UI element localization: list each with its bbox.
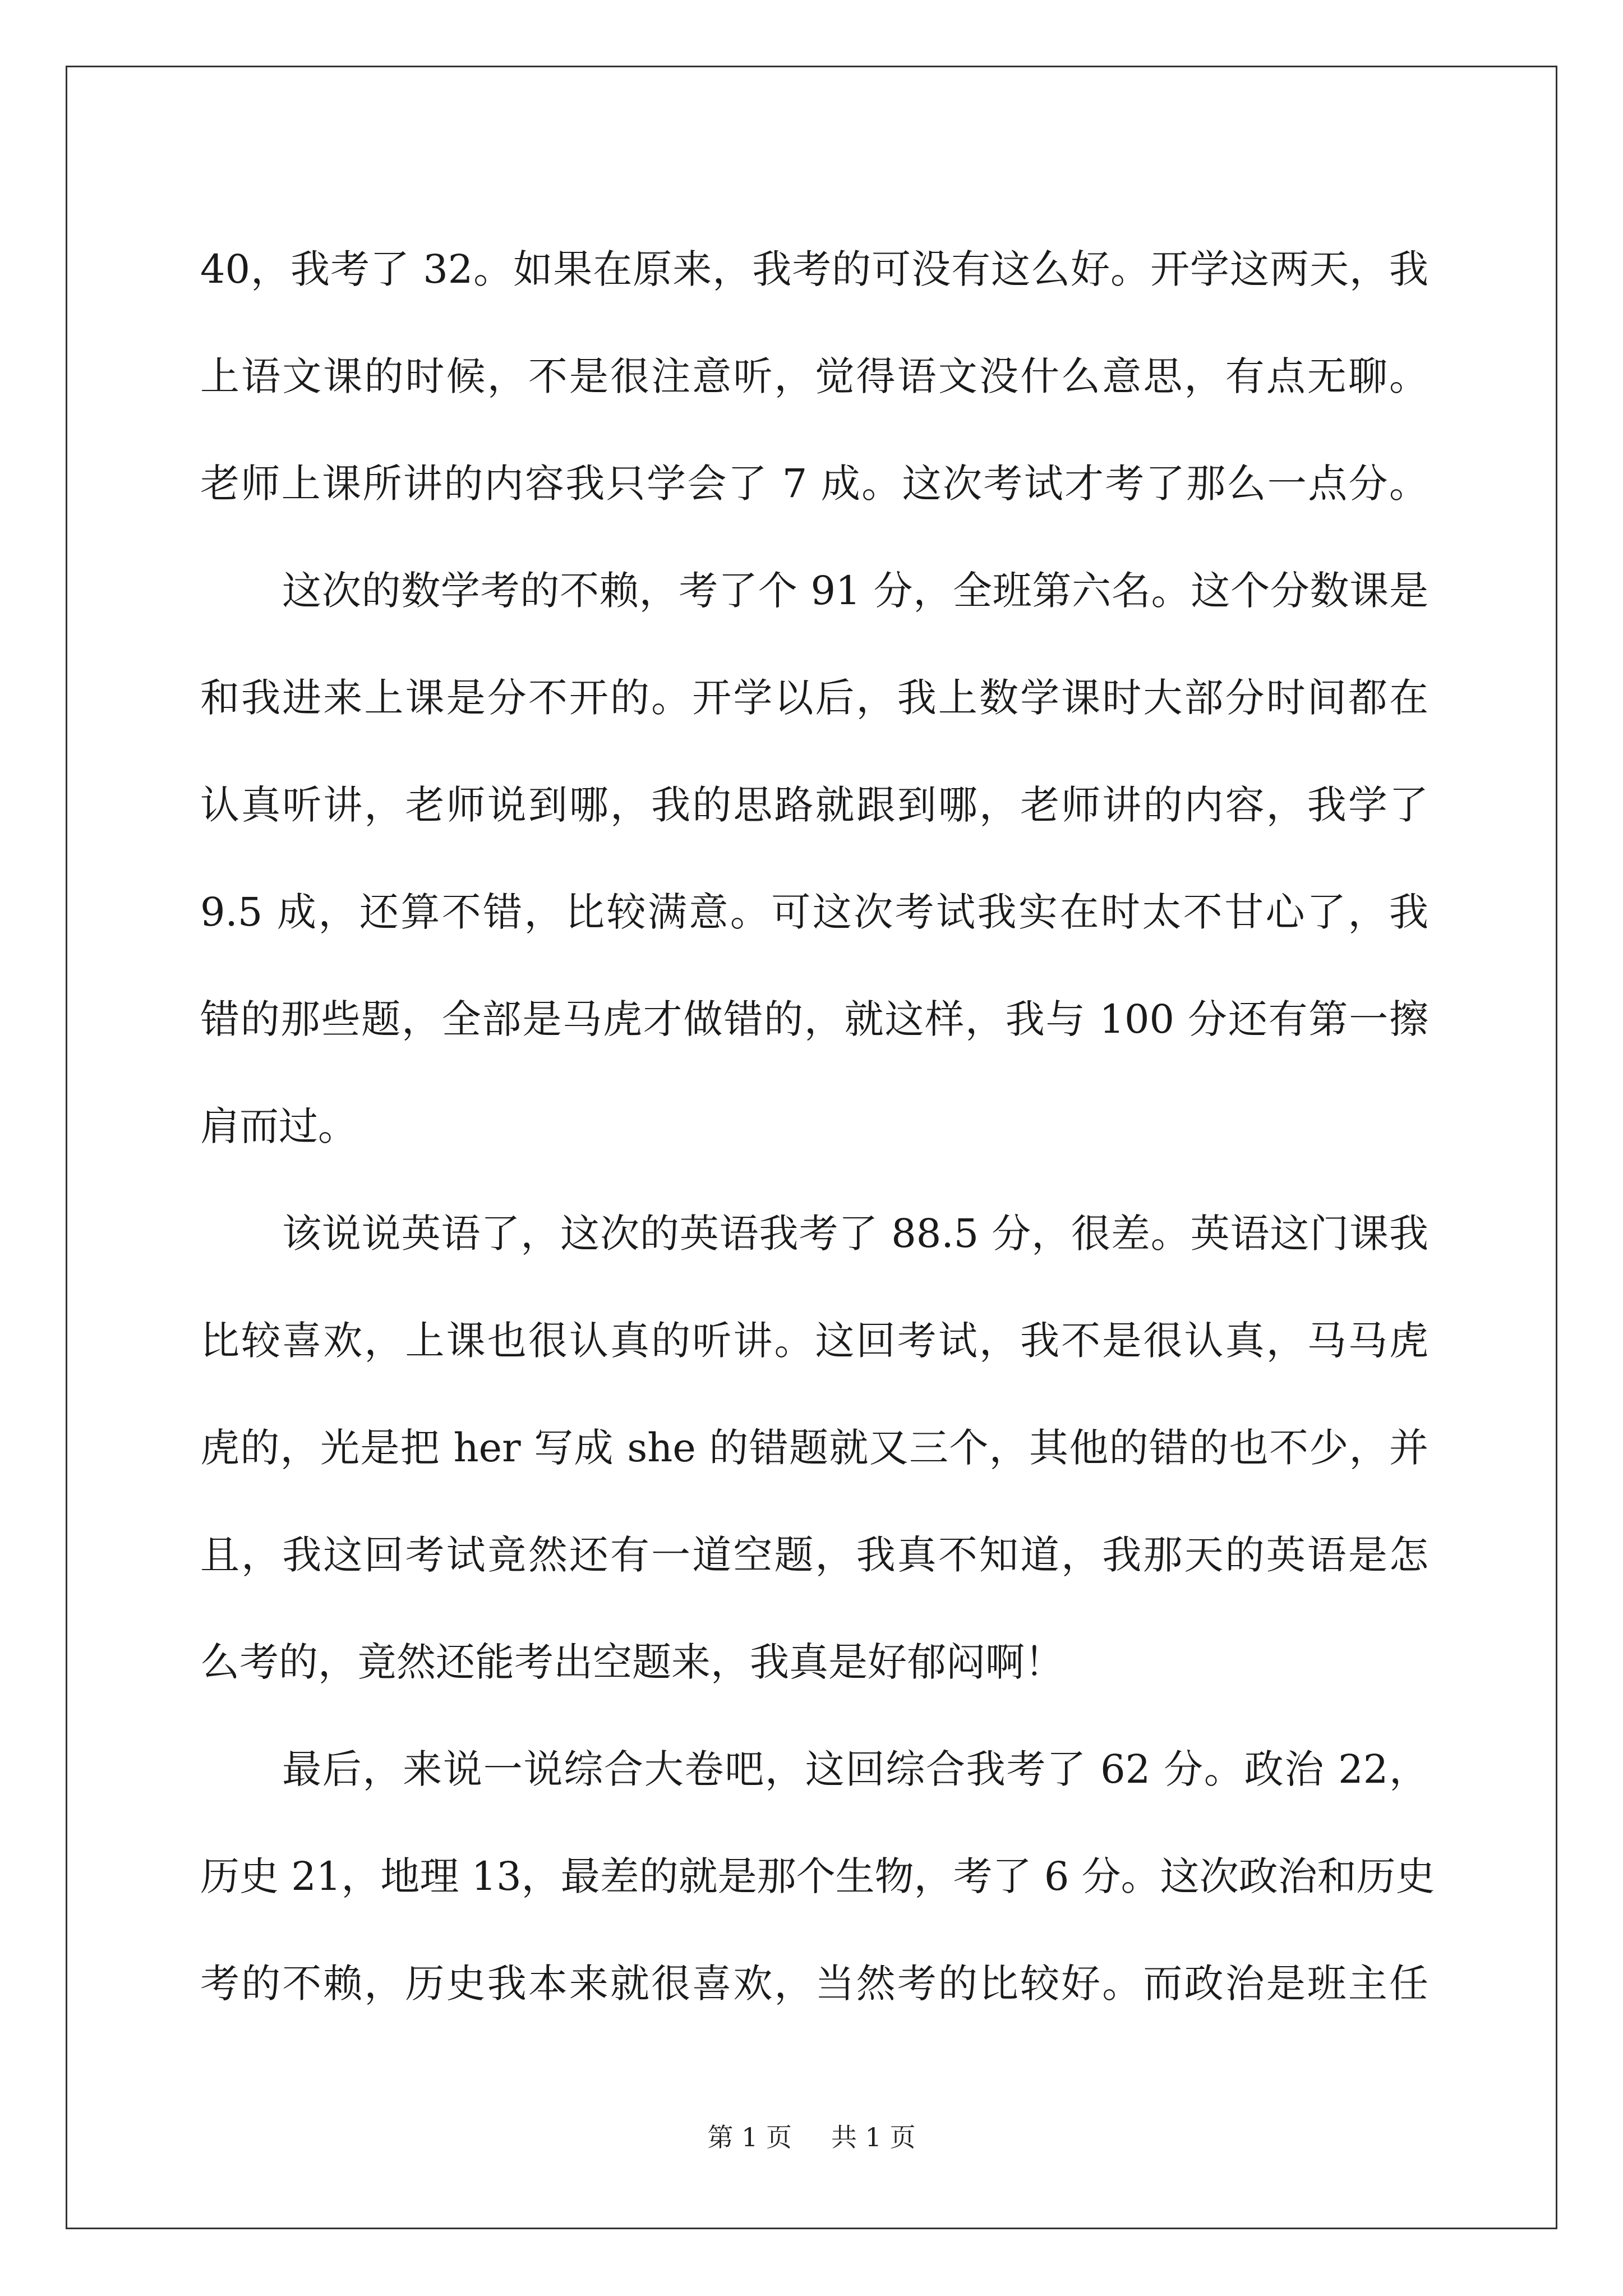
text-line: 比较喜欢，上课也很认真的听讲。这回考试，我不是很认真，马马虎 bbox=[200, 1318, 1428, 1364]
page-number: 第 1 页 bbox=[707, 2122, 792, 2152]
text-line: 40，我考了 32。如果在原来，我考的可没有这么好。开学这两天，我 bbox=[200, 246, 1428, 292]
paragraph-last-line: 肩而过。 bbox=[200, 1103, 357, 1149]
page-footer bbox=[0, 2120, 1623, 2154]
text-line: 9.5 成，还算不错，比较满意。可这次考试我实在时太不甘心了，我 bbox=[200, 889, 1428, 935]
text-line: 且，我这回考试竟然还有一道空题，我真不知道，我那天的英语是怎 bbox=[200, 1532, 1428, 1578]
page-total: 共 1 页 bbox=[831, 2122, 916, 2152]
text-line: 历史 21，地理 13，最差的就是那个生物，考了 6 分。这次政治和历史 bbox=[200, 1853, 1435, 1899]
text-line: 考的不赖，历史我本来就很喜欢，当然考的比较好。而政治是班主任 bbox=[200, 1961, 1428, 2007]
text-line: 虎的，光是把 her 写成 she 的错题就又三个，其他的错的也不少，并 bbox=[200, 1425, 1428, 1471]
paragraph-first-line: 该说说英语了，这次的英语我考了 88.5 分，很差。英语这门课我 bbox=[282, 1211, 1428, 1257]
text-line: 老师上课所讲的内容我只学会了 7 成。这次考试才考了那么一点分。 bbox=[200, 461, 1428, 507]
text-line: 错的那些题，全部是马虎才做错的，就这样，我与 100 分还有第一擦 bbox=[200, 996, 1428, 1042]
paragraph-first-line: 这次的数学考的不赖，考了个 91 分，全班第六名。这个分数课是 bbox=[282, 568, 1428, 614]
paragraph-first-line: 最后，来说一说综合大卷吧，这回综合我考了 62 分。政治 22， bbox=[282, 1746, 1428, 1792]
text-line: 认真听讲，老师说到哪，我的思路就跟到哪，老师讲的内容，我学了 bbox=[200, 782, 1428, 828]
text-line: 上语文课的时候，不是很注意听，觉得语文没什么意思，有点无聊。 bbox=[200, 353, 1428, 399]
document-body bbox=[200, 216, 1435, 2037]
paragraph-last-line: 么考的，竟然还能考出空题来，我真是好郁闷啊！ bbox=[200, 1639, 1064, 1685]
text-line: 和我进来上课是分不开的。开学以后，我上数学课时大部分时间都在 bbox=[200, 675, 1428, 721]
